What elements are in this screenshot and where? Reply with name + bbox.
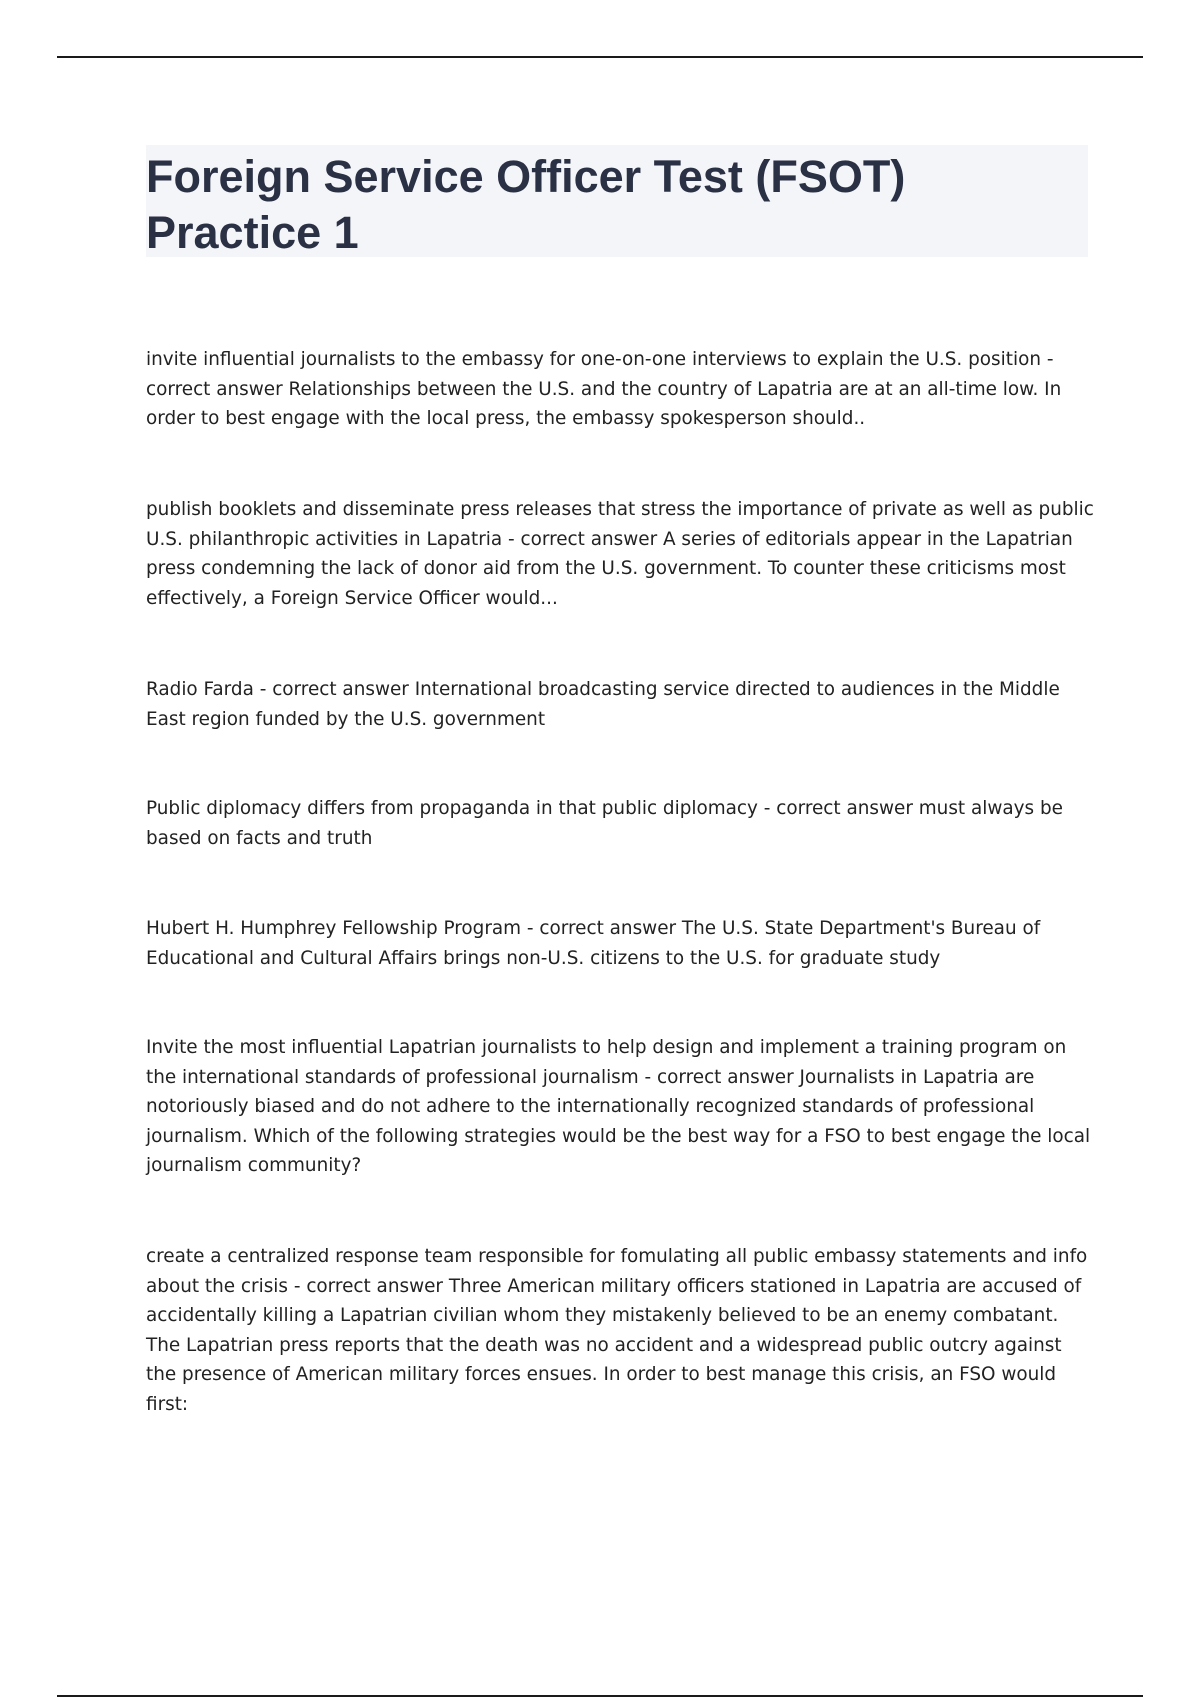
qa-entry: Hubert H. Humphrey Fellowship Program - correct answer The U.S. State Department's Bureau of Educational and Cultural Affairs brings non-U.S. citizens to the U.S. for graduate study <box>146 918 1041 969</box>
qa-entry: create a centralized response team responsible for fomulating all public embassy statements and info about the crisis - correct answer Three American military officers stationed in Lapatria are accused of accidentally killing a Lapatrian civilian whom they mistakenly believed to be an enemy combatant. The Lapatrian press reports that the death was no accident and a widespread public outcry against the presence of American military forces ensues. In order to best manage this crisis, an FSO would first: <box>146 1246 1088 1415</box>
title-banner <box>146 145 1088 257</box>
qa-entry: Radio Farda - correct answer International broadcasting service directed to audiences in the Middle East region funded by the U.S. government <box>146 679 1060 730</box>
page-title-line-2: Practice 1 <box>146 207 359 258</box>
qa-entry: Invite the most influential Lapatrian journalists to help design and implement a training program on the international standards of professional journalism - correct answer Journalists in Lapatria are notoriously biased and do not adhere to the internationally recognized standards of professional journalism. Which of the following strategies would be the best way for a FSO to best engage the local journalism community? <box>146 1037 1091 1176</box>
page-title-line-1: Foreign Service Officer Test (FSOT) <box>146 151 906 202</box>
qa-entry: invite influential journalists to the embassy for one-on-one interviews to explain the U.S. position - correct answer Relationships between the U.S. and the country of Lapatria are at an all-time low. In order to best engage with the local press, the embassy spokesperson should.. <box>146 349 1062 429</box>
bottom-rule <box>57 1695 1143 1697</box>
qa-entry: Public diplomacy differs from propaganda in that public diplomacy - correct answer must always be based on facts and truth <box>146 798 1063 849</box>
qa-entry: publish booklets and disseminate press releases that stress the importance of private as well as public U.S. philanthropic activities in Lapatria - correct answer A series of editorials appear in the Lapatrian press condemning the lack of donor aid from the U.S. government. To counter these criticisms most effectively, a Foreign Service Officer would... <box>146 499 1094 609</box>
top-rule <box>57 56 1143 58</box>
